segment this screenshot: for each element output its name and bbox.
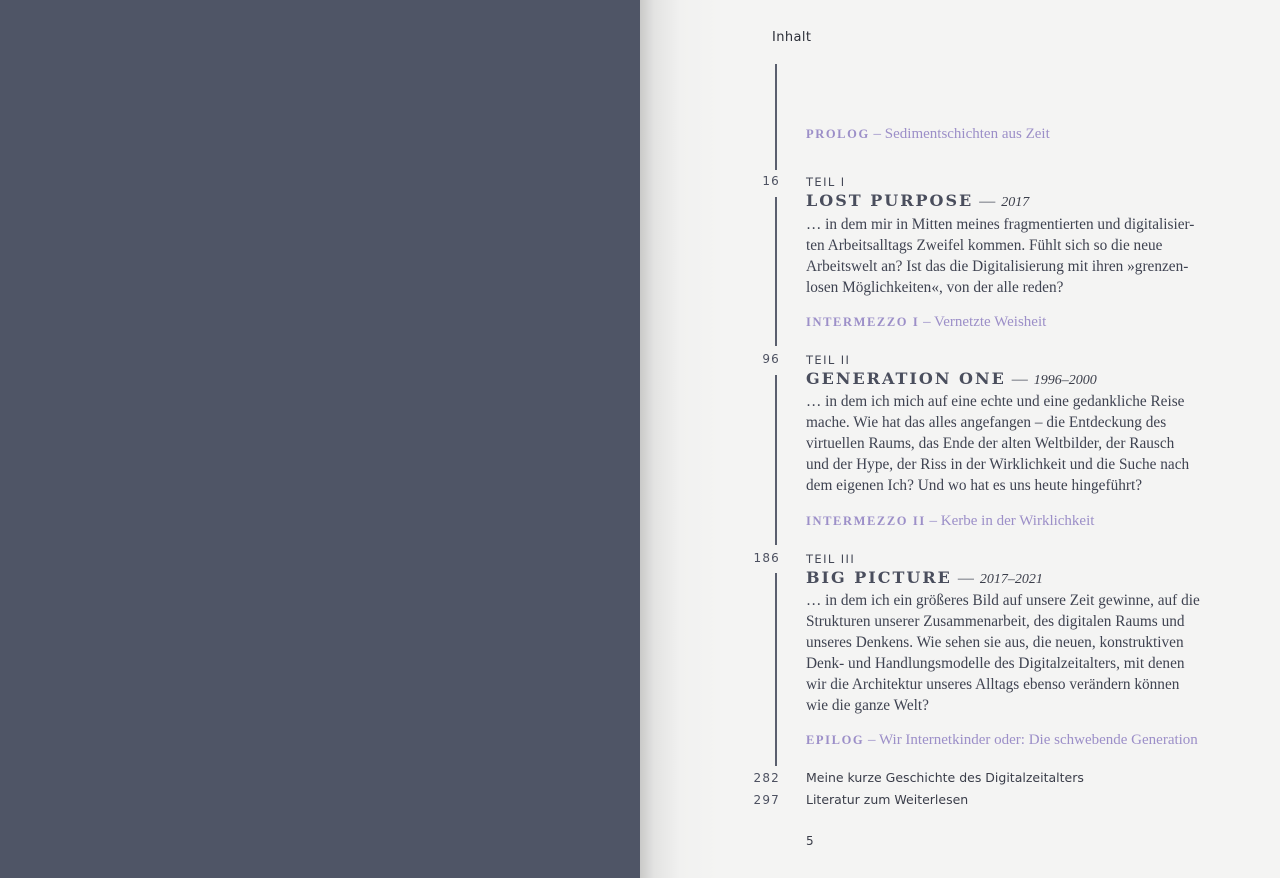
intermezzo-2-label: INTERMEZZO II [806,514,926,528]
page-folio-number: 5 [806,834,814,848]
page-number-appendix-1: 282 [753,771,780,785]
page-number-appendix-2: 297 [753,793,780,807]
timeline-line-part-2 [775,375,777,545]
title-dash: — [1011,371,1028,388]
description-line: ten Arbeitsalltags Zweifel kommen. Fühlt sich so die neue [806,237,1163,254]
part-3-description [806,590,1206,716]
description-line: mache. Wie hat das alles angefangen – die Entdeckung des [806,414,1167,431]
timeline-line-prolog [775,64,777,170]
description-line: Arbeitswelt an? Ist das die Digitalisierung mit ihren »grenzen- [806,258,1189,275]
description-line: wir die Architektur unseres Alltags ebenso verändern können [806,676,1180,693]
toc-entry-prolog[interactable] [806,126,1050,143]
description-line: … in dem mir in Mitten meines fragmentierten und digitalisier- [806,216,1195,233]
part-1-description [806,214,1206,298]
intermezzo-1-label: INTERMEZZO I [806,315,920,329]
description-line: wie die ganze Welt? [806,697,929,714]
page-number-part-1: 16 [762,174,780,188]
toc-entry-appendix-literature[interactable]: Literatur zum Weiterlesen [806,792,969,807]
part-2-title: GENERATION ONE [806,369,1006,388]
description-line: dem eigenen Ich? Und wo hat es uns heute hingeführt? [806,477,1142,494]
description-line: Denk- und Handlungsmodelle des Digitalzeitalters, mit denen [806,655,1185,672]
epilog-label: EPILOG [806,733,865,747]
prolog-label: PROLOG [806,127,870,141]
part-3-title: BIG PICTURE [806,568,952,587]
description-line: Strukturen unserer Zusammenarbeit, des digitalen Raums und [806,613,1185,630]
part-2-label: TEIL II [806,353,851,367]
part-3-years: 2017–2021 [979,572,1043,587]
toc-entry-part-1-title[interactable] [806,191,1029,211]
part-1-title: LOST PURPOSE [806,191,974,210]
part-1-label: TEIL I [806,175,846,189]
title-dash: — [957,570,974,587]
description-line: unseres Denkens. Wie sehen sie aus, die neuen, konstruktiven [806,634,1184,651]
description-line: virtuellen Raums, das Ende der alten Weltbilder, der Rausch [806,435,1175,452]
toc-entry-intermezzo-2[interactable] [806,513,1094,530]
description-line: … in dem ich ein größeres Bild auf unsere Zeit gewinne, auf die [806,592,1200,609]
prolog-title: – Sedimentschichten aus Zeit [873,126,1050,142]
description-line: … in dem ich mich auf eine echte und eine gedankliche Reise [806,393,1185,410]
description-line: losen Möglichkeiten«, von der alle reden? [806,279,1064,296]
toc-entry-epilog[interactable] [806,732,1198,749]
toc-entry-part-3-title[interactable] [806,568,1043,588]
epilog-title: – Wir Internetkinder oder: Die schwebende Generation [867,732,1198,748]
title-dash: — [979,193,996,210]
timeline-line-part-1 [775,197,777,346]
description-line: und der Hype, der Riss in der Wirklichkeit und die Suche nach [806,456,1190,473]
intermezzo-1-title: – Vernetzte Weisheit [923,314,1047,330]
timeline-line-part-3 [775,573,777,766]
intermezzo-2-title: – Kerbe in der Wirklichkeit [929,513,1095,529]
toc-entry-intermezzo-1[interactable] [806,314,1046,331]
toc-heading: Inhalt [772,30,812,45]
part-1-years: 2017 [1001,195,1030,210]
page-number-part-2: 96 [762,352,780,366]
part-2-years: 1996–2000 [1033,373,1097,388]
toc-entry-appendix-history[interactable]: Meine kurze Geschichte des Digitalzeitalters [806,770,1084,785]
part-3-label: TEIL III [806,552,856,566]
page-number-part-3: 186 [753,551,780,565]
part-2-description [806,391,1206,496]
toc-entry-part-2-title[interactable] [806,369,1097,389]
